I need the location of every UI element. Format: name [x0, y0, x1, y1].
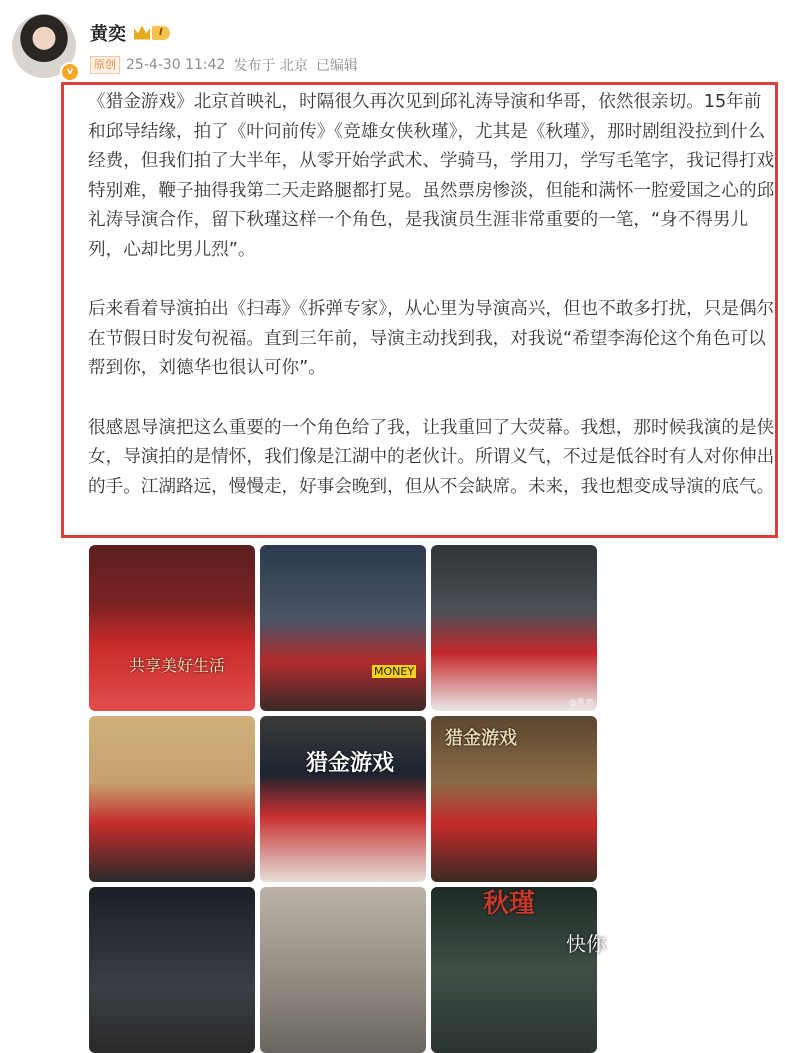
photo-caption: MONEY: [374, 665, 415, 678]
post-meta: [90, 55, 358, 75]
photo-caption: 共享美好生活: [129, 656, 226, 675]
photo[interactable]: [431, 545, 597, 711]
post-text: [88, 88, 778, 532]
photo[interactable]: [260, 887, 426, 1053]
photo-caption: 猎金游戏: [445, 728, 517, 749]
photo-watermark: @黄奕: [569, 698, 593, 707]
post-time[interactable]: 25-4-30 11:42: [126, 57, 226, 73]
verified-badge-icon: v: [60, 62, 80, 82]
photo-grid: [89, 545, 599, 1053]
post-paragraph: 很感恩导演把这么重要的一个角色给了我，让我重回了大荧幕。我想，那时候我演的是侠女，导演拍的是情怀，我们像是江湖中的老伙计。所谓义气，不过是低谷时有人对你伸出的手。江湖路远，慢慢走，好事会晚到，但从不会缺席。未来，我也想变成导演的底气。: [88, 417, 775, 497]
original-tag: 原创: [90, 56, 120, 74]
level-label: I: [152, 26, 170, 40]
photo-caption: 猎金游戏: [306, 751, 395, 776]
photo[interactable]: [260, 716, 426, 882]
photo-caption: 秋瑾: [483, 889, 536, 919]
post-paragraph: 后来看着导演拍出《扫毒》《拆弹专家》，从心里为导演高兴，但也不敢多打扰，只是偶尔在节假日时发句祝福。直到三年前，导演主动找到我，对我说“希望李海伦这个角色可以帮到你，刘德华也很认可你”。: [88, 299, 775, 379]
overlay-text: 快你: [566, 932, 606, 956]
photo[interactable]: [89, 887, 255, 1053]
edited-label[interactable]: 已编辑: [315, 58, 358, 74]
photo[interactable]: [89, 716, 255, 882]
photo[interactable]: [431, 716, 597, 882]
post-location: 发布于 北京: [233, 58, 308, 74]
user-level-badge[interactable]: [134, 25, 170, 40]
post-paragraph: 《猎金游戏》北京首映礼，时隔很久再次见到邱礼涛导演和华哥，依然很亲切。15年前和邱导结缘，拍了《叶问前传》《竞雄女侠秋瑾》，尤其是《秋瑾》，那时剧组没拉到什么经费，但我们拍了大半年，从零开始学武术、学骑马，学用刀，学写毛笔字，我记得打戏特别难，鞭子抽得我第二天走路腿都打晃。虽然票房惨淡，但能和满怀一腔爱国之心的邱礼涛导演合作，留下秋瑾这样一个角色，是我演员生涯非常重要的一笔，“身不得男儿列，心却比男儿烈”。: [88, 92, 775, 260]
photo[interactable]: [89, 545, 255, 711]
photo[interactable]: [431, 887, 597, 1053]
photo[interactable]: [260, 545, 426, 711]
user-name[interactable]: 黄奕: [90, 24, 126, 45]
crown-icon: [134, 26, 150, 40]
